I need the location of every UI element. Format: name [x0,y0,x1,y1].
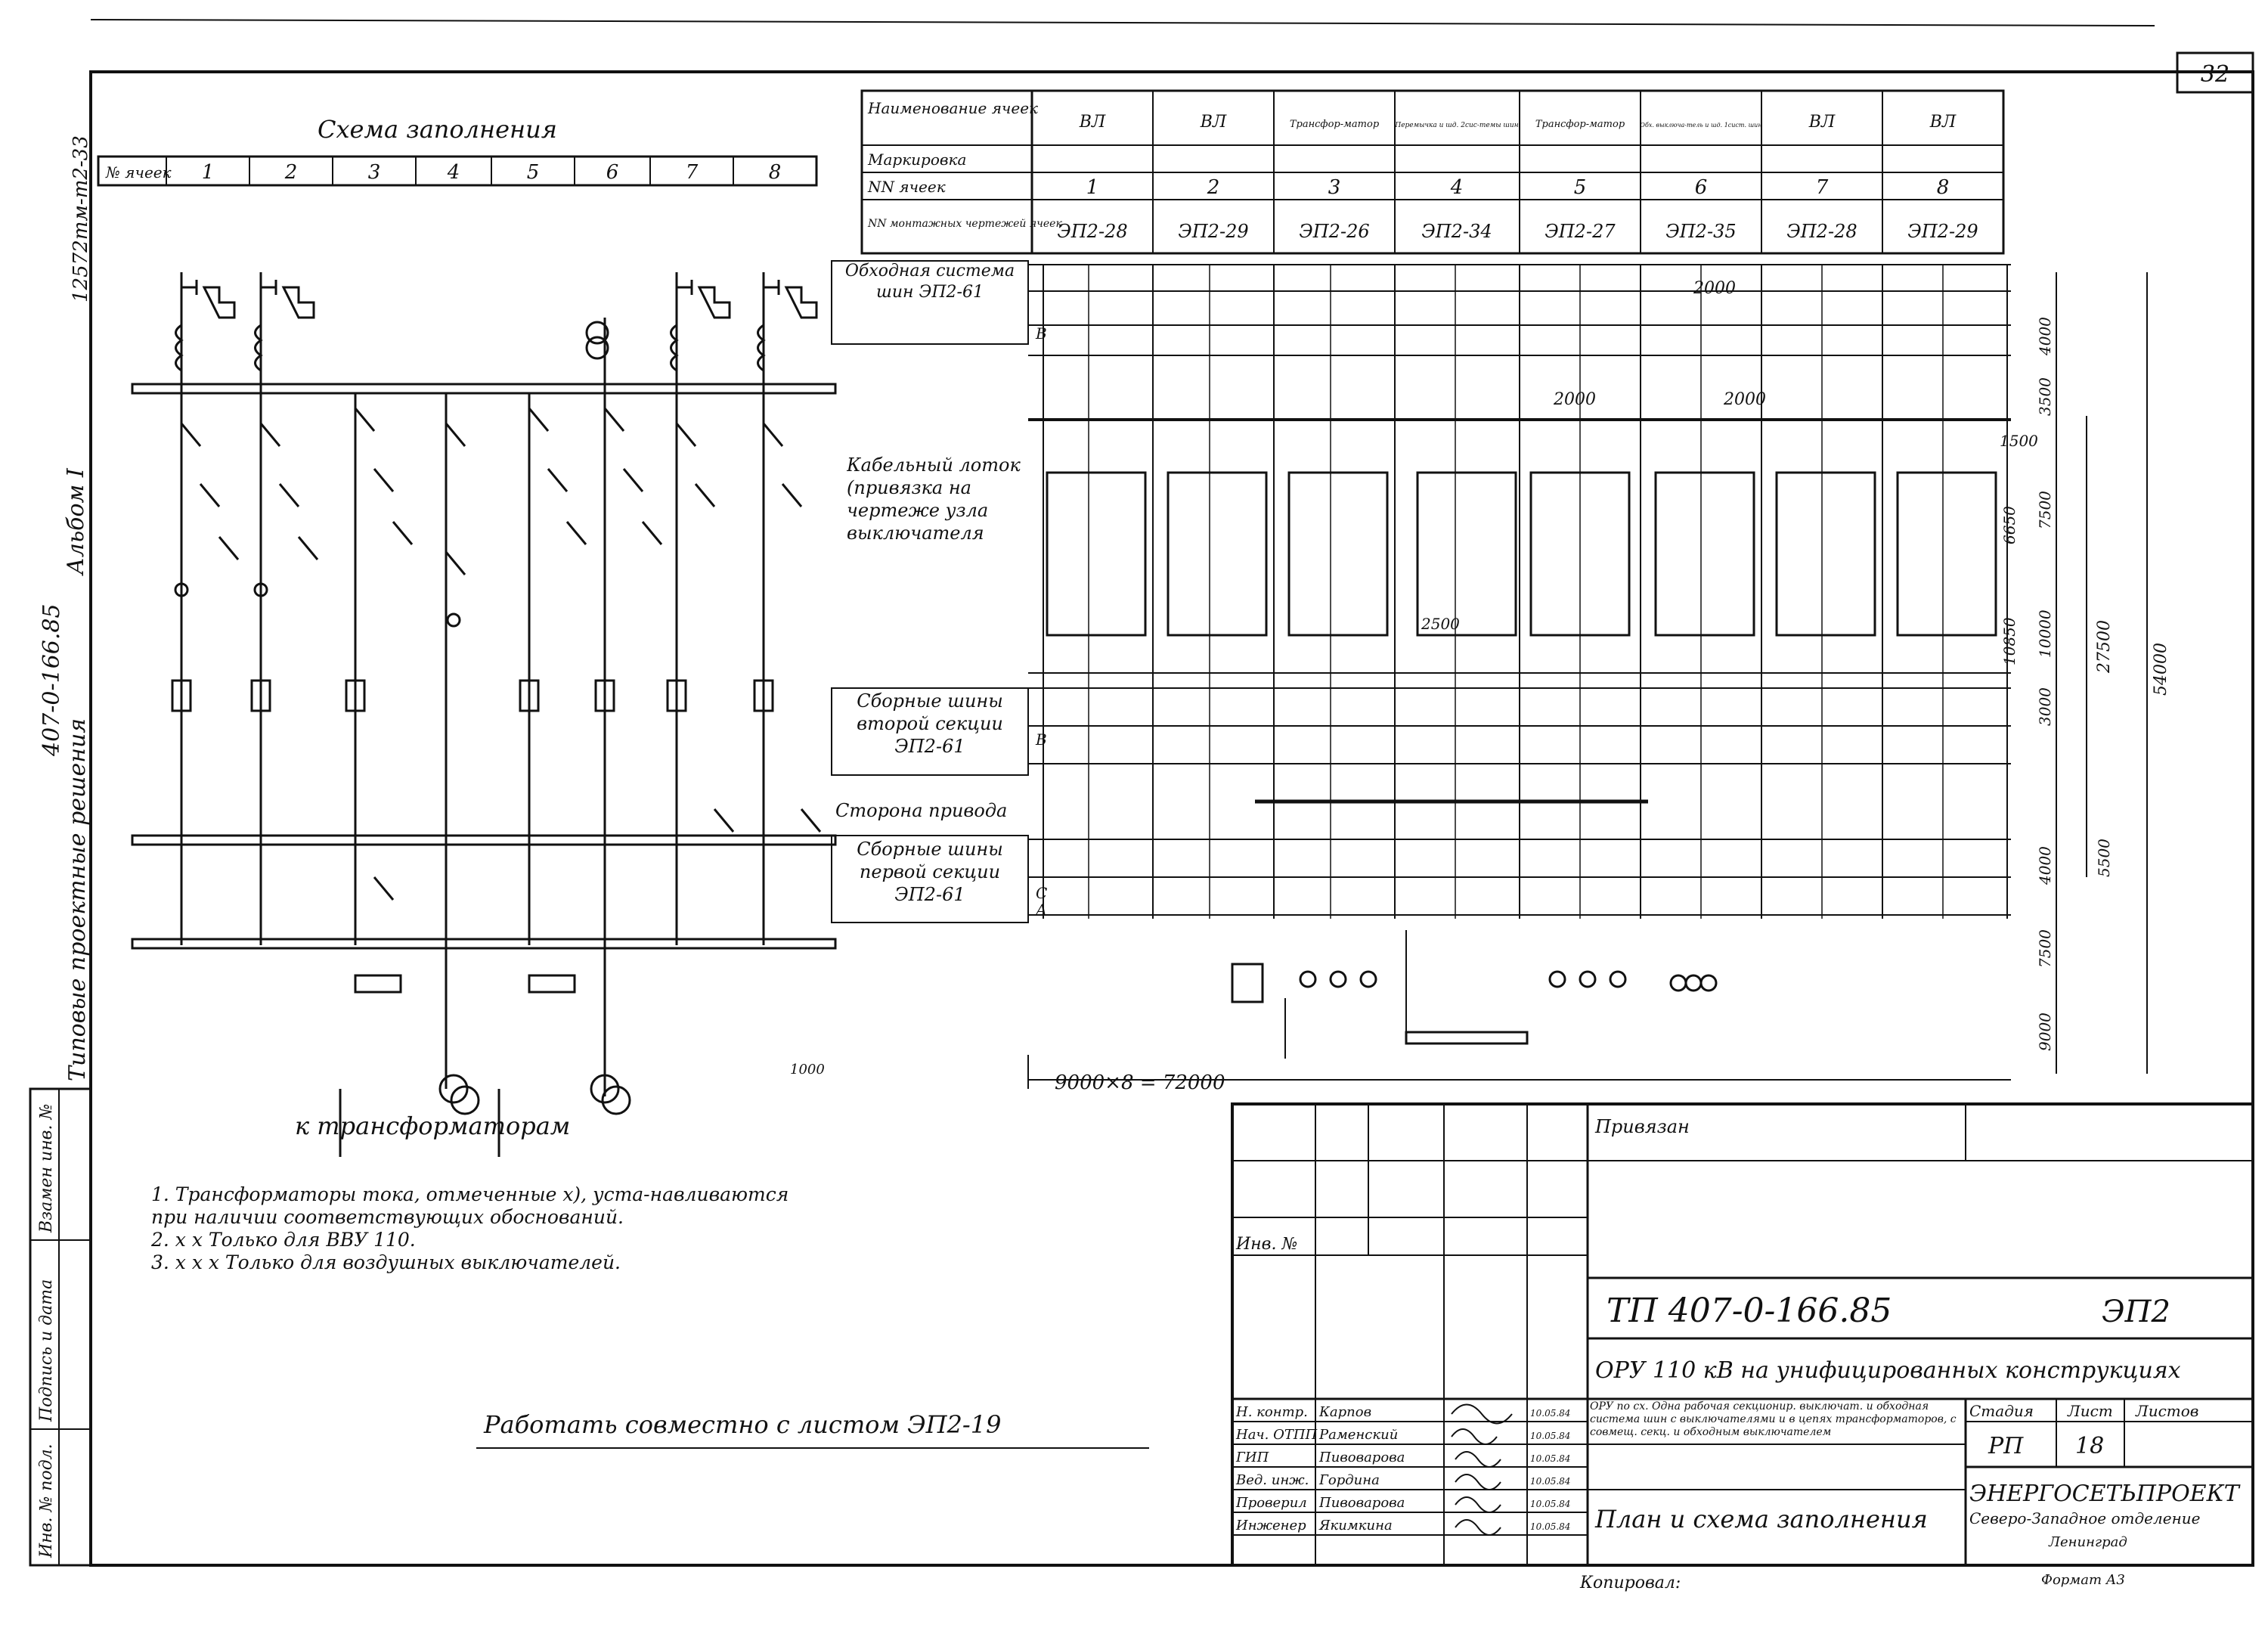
role-1: Н. контр. [1236,1404,1308,1420]
bound-label: Привязан [1595,1116,1690,1137]
dim-1500: 1500 [2000,432,2038,450]
sheet-code: ЭП2 [2102,1295,2170,1329]
drawing-title: План и схема заполнения [1595,1505,1928,1533]
sheet-number: 32 [2200,61,2230,88]
dim-2000-right: 2000 [1724,390,1766,409]
dim-7500-top: 7500 [2036,491,2054,529]
stamp-signature-date: Подпись и дата [37,1279,56,1422]
first-section-bus-bar [132,939,835,948]
role-2: Нач. ОТПП [1236,1427,1318,1443]
date-5: 10.05.84 [1530,1499,1571,1509]
date-6: 10.05.84 [1530,1521,1571,1532]
notes [151,1183,816,1274]
cable-tray-label: Кабельный лоток (привязка на чертеже узла выключателя [847,454,1021,544]
work-note: Работать совместно с листом ЭП2-19 [484,1410,1002,1439]
cell-drawing-3: ЭП2-26 [1299,221,1370,242]
fill-cell-1: 1 [201,161,215,184]
dim-7500-low: 7500 [2036,929,2054,968]
bus-second-label-box [832,688,1028,775]
dim-2000-top: 2000 [1693,279,1736,298]
fill-cell-3: 3 [367,161,381,184]
cell-name-1: ВЛ [1079,113,1106,132]
note-3: 3. x x x Только для воздушных выключателей. [151,1251,621,1273]
cell-name-3: Трансфор-матор [1289,119,1380,130]
cell-name-2: ВЛ [1200,113,1227,132]
role-3: ГИП [1236,1450,1269,1465]
dim-27500: 27500 [2095,620,2114,673]
stage-value: РП [1988,1433,2024,1459]
dim-4000-top: 4000 [2036,317,2054,355]
reactor-left [355,975,401,992]
name-4: Гордина [1319,1472,1380,1488]
name-3: Пивоварова [1319,1450,1405,1465]
bus-second-label: Сборные шины второй секции ЭП2-61 [857,690,1003,757]
copied-label: Копировал: [1580,1574,1681,1592]
cell-drawing-5: ЭП2-27 [1545,221,1616,242]
phase-label-a-low: А [1036,901,1048,919]
sheet-value: 18 [2075,1433,2105,1459]
feeder-4 [440,393,479,1114]
fill-cell-6: 6 [606,161,619,184]
bypass-bus-bar [132,384,835,393]
cell-number-7: 7 [1815,176,1829,199]
series-title: Типовые проектные решения [64,718,91,1081]
name-2: Раменский [1319,1427,1399,1443]
role-4: Вед. инж. [1236,1472,1309,1488]
role-6: Инженер [1236,1518,1306,1533]
phase-label-b-top: В [1036,324,1047,343]
dim-1000: 1000 [790,1062,825,1078]
cell-number-1: 1 [1086,176,1099,199]
org-name: ЭНЕРГОСЕТЬПРОЕКТ [1969,1481,2239,1507]
cell-name-7: ВЛ [1808,113,1836,132]
org-division: Северо-Западное отделение [1969,1509,2201,1527]
side-code: 12572тм-т2-33 [70,135,92,302]
cell-number-8: 8 [1936,176,1950,199]
inv-label: Инв. № [1236,1235,1298,1254]
row-header-drawings: NN монтажных чертежей ячеек [868,218,1062,230]
substation-plan [1028,265,2011,1059]
dim-5500: 5500 [2095,839,2113,877]
to-transformers-label: к трансформаторам [295,1112,571,1140]
row-header-numbers: NN ячеек [868,178,946,196]
cell-drawing-8: ЭП2-29 [1907,221,1978,242]
cell-number-2: 2 [1207,176,1220,199]
feeder-3 [346,393,412,945]
fill-scheme-row-label: № ячеек [106,163,172,181]
second-section-bus-bar [132,836,835,845]
format-label: Формат А3 [2041,1572,2125,1588]
single-line-scheme [132,272,835,1157]
fill-cell-8: 8 [768,161,782,184]
bypass-bus-label: Обходная система шин ЭП2-61 [844,262,1015,302]
cell-number-5: 5 [1573,176,1587,199]
feeder-5 [520,393,586,945]
name-1: Карпов [1319,1404,1372,1420]
cell-name-8: ВЛ [1929,113,1957,132]
note-1: 1. Трансформаторы тока, отмеченные x), уста-навливаются при наличии соответствующих обоснований. [151,1183,789,1228]
sheet-header: Лист [2068,1402,2113,1420]
feeder-6 [587,318,662,1114]
cell-drawing-1: ЭП2-28 [1057,221,1128,242]
dim-3000: 3000 [2036,687,2054,726]
cell-drawing-2: ЭП2-29 [1178,221,1249,242]
row-header-names: Наименование ячеек [868,99,1038,117]
cell-name-4: Перемычка и шд. 2сис-темы шин [1395,122,1519,129]
cell-name-5: Трансфор-матор [1535,119,1625,130]
bus-first-label-box [832,836,1028,923]
phase-label-b-mid: В [1036,730,1047,749]
date-3: 10.05.84 [1530,1453,1571,1464]
fill-cell-5: 5 [526,161,540,184]
date-1: 10.05.84 [1530,1408,1571,1419]
fill-scheme-title: Схема заполнения [318,115,557,144]
fill-scheme-row [98,157,816,185]
dim-10850: 10850 [2000,617,2019,665]
dim-4000-low: 4000 [2036,846,2054,885]
cell-drawing-6: ЭП2-35 [1665,221,1737,242]
fill-cell-4: 4 [447,161,460,184]
scheme-description: ОРУ по сх. Одна рабочая секционир. выключат. и обходная система шин с выключателями и в цепях трансформаторов, с совмещ. секц. и обходным выключателем [1590,1400,1957,1438]
series-number: 407-0-166.85 [39,603,65,756]
sheets-header: Листов [2136,1402,2199,1420]
phase-label-c-low: С [1036,884,1048,902]
dim-2000-left: 2000 [1554,390,1596,409]
cell-drawing-4: ЭП2-34 [1421,221,1492,242]
cell-drawing-7: ЭП2-28 [1786,221,1857,242]
sheet-frame [91,72,2253,1565]
role-5: Проверил [1236,1495,1307,1511]
cell-name-6: Обх. выключа-тель и шд. 1сист. шин [1640,122,1762,129]
dim-54000: 54000 [2152,643,2170,696]
name-5: Пивоварова [1319,1495,1405,1511]
cell-number-3: 3 [1328,176,1341,199]
stage-header: Стадия [1969,1402,2034,1420]
dim-10000: 10000 [2036,609,2054,658]
stamp-inv-original: Инв. № подл. [37,1443,56,1558]
cell-table [862,91,2003,253]
fill-cell-7: 7 [685,161,699,184]
cell-number-4: 4 [1450,176,1464,199]
signatures [1452,1405,1512,1536]
row-header-marking: Маркировка [868,150,967,169]
fill-cell-2: 2 [284,161,298,184]
series-note: Альбом I [63,468,89,575]
date-2: 10.05.84 [1530,1431,1571,1441]
left-stamp [30,1089,91,1565]
project-code: ТП 407-0-166.85 [1606,1292,1892,1330]
dim-9000: 9000 [2036,1012,2054,1051]
dim-6650: 6650 [2000,506,2019,544]
object-name: ОРУ 110 кВ на унифицированных конструкциях [1595,1357,2181,1384]
drive-side-label: Сторона привода [835,800,1008,821]
name-6: Якимкина [1319,1518,1393,1533]
reactor-right [529,975,575,992]
stamp-replaced-inv: Взамен инв. № [37,1103,56,1233]
dim-3500: 3500 [2036,377,2054,416]
bus-first-label: Сборные шины первой секции ЭП2-61 [857,839,1003,905]
top-trim-line [91,20,2155,26]
date-4: 10.05.84 [1530,1476,1571,1487]
dim-bottom-total: 9000×8 = 72000 [1055,1071,1225,1094]
bypass-bus-label-box [832,261,1028,344]
dim-2500: 2500 [1421,615,1460,633]
cell-number-6: 6 [1694,176,1708,199]
org-city: Ленинград [2049,1534,2127,1550]
note-2: 2. x x Только для ВВУ 110. [151,1229,416,1251]
